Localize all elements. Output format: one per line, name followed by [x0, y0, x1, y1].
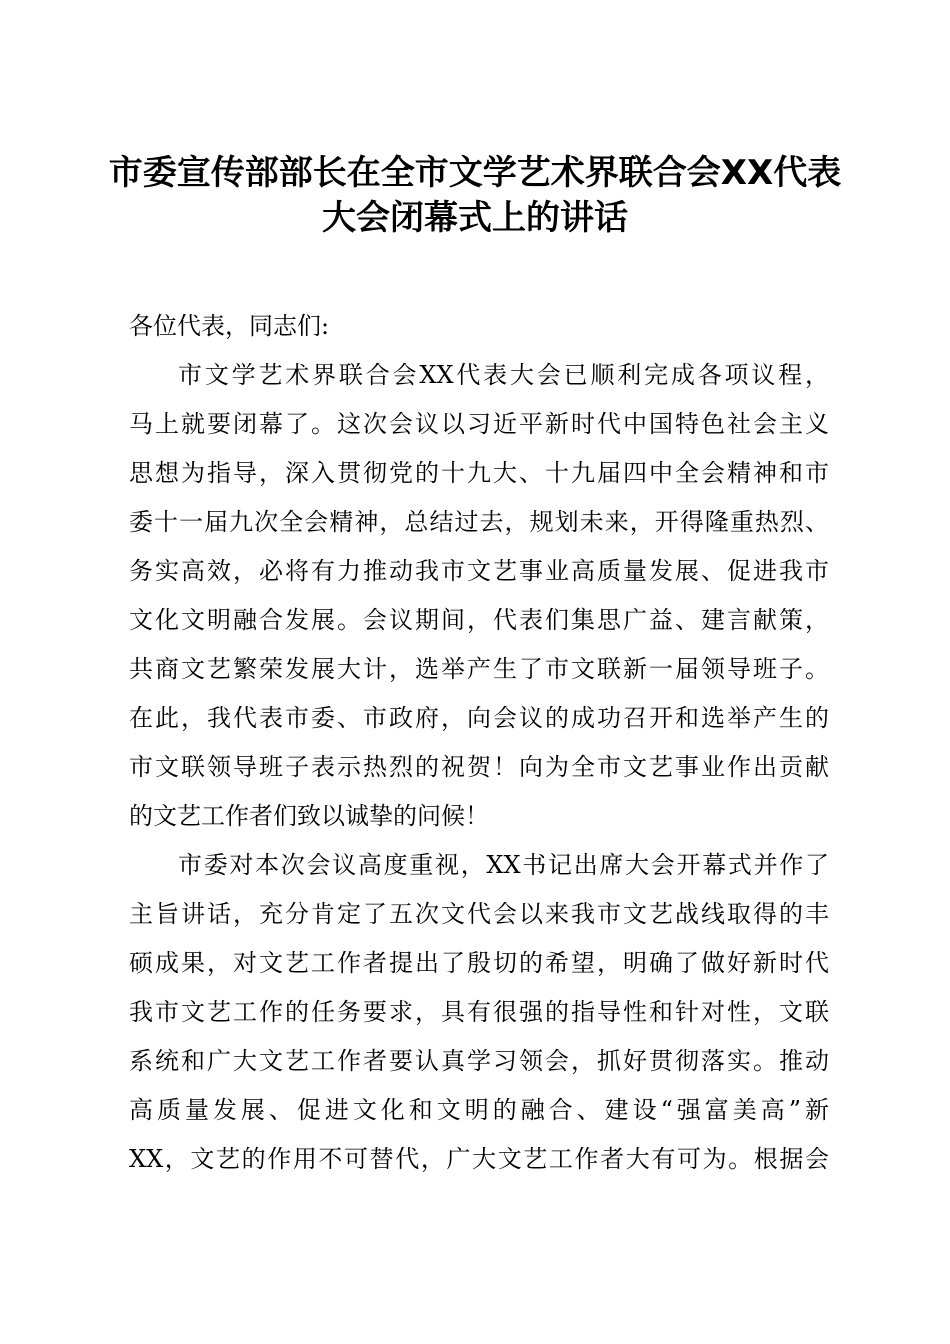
document-title-line-1: 市委宣传部部长在全市文学艺术界联合会XX代表: [108, 153, 842, 193]
paragraph-2-line: 市委对本次会议高度重视，XX书记出席大会开幕式并作了: [178, 851, 829, 879]
paragraph-2-line: 主旨讲话，充分肯定了五次文代会以来我市文艺战线取得的丰: [129, 900, 829, 928]
paragraph-1-line: 委十一届九次全会精神，总结过去，规划未来，开得隆重热烈、: [129, 508, 829, 536]
paragraph-1-line: 文化文明融合发展。会议期间，代表们集思广益、建言献策，: [129, 606, 829, 634]
paragraph-2-line: 高质量发展、促进文化和文明的融合、建设“强富美高”新: [129, 1096, 829, 1124]
paragraph-1-line: 市文学艺术界联合会XX代表大会已顺利完成各项议程，: [178, 361, 829, 389]
paragraph-1-line: 共商文艺繁荣发展大计，选举产生了市文联新一届领导班子。: [129, 655, 829, 683]
paragraph-2-line: 我市文艺工作的任务要求，具有很强的指导性和针对性，文联: [129, 998, 829, 1026]
paragraph-1-line: 的文艺工作者们致以诚挚的问候！: [129, 802, 489, 830]
paragraph-1-line: 马上就要闭幕了。这次会议以习近平新时代中国特色社会主义: [129, 410, 829, 438]
paragraph-1-line: 市文联领导班子表示热烈的祝贺！向为全市文艺事业作出贡献: [129, 753, 829, 781]
paragraph-1-line: 在此，我代表市委、市政府，向会议的成功召开和选举产生的: [129, 704, 829, 732]
salutation: 各位代表，同志们:: [129, 312, 330, 340]
paragraph-1-line: 务实高效，必将有力推动我市文艺事业高质量发展、促进我市: [129, 557, 829, 585]
paragraph-1-line: 思想为指导，深入贯彻党的十九大、十九届四中全会精神和市: [129, 459, 829, 487]
paragraph-2-line: XX，文艺的作用不可替代，广大文艺工作者大有可为。根据会: [129, 1145, 829, 1173]
document-title-line-2: 大会闭幕式上的讲话: [322, 198, 628, 238]
paragraph-2-line: 硕成果，对文艺工作者提出了殷切的希望，明确了做好新时代: [129, 949, 829, 977]
paragraph-2-line: 系统和广大文艺工作者要认真学习领会，抓好贯彻落实。推动: [129, 1047, 829, 1075]
